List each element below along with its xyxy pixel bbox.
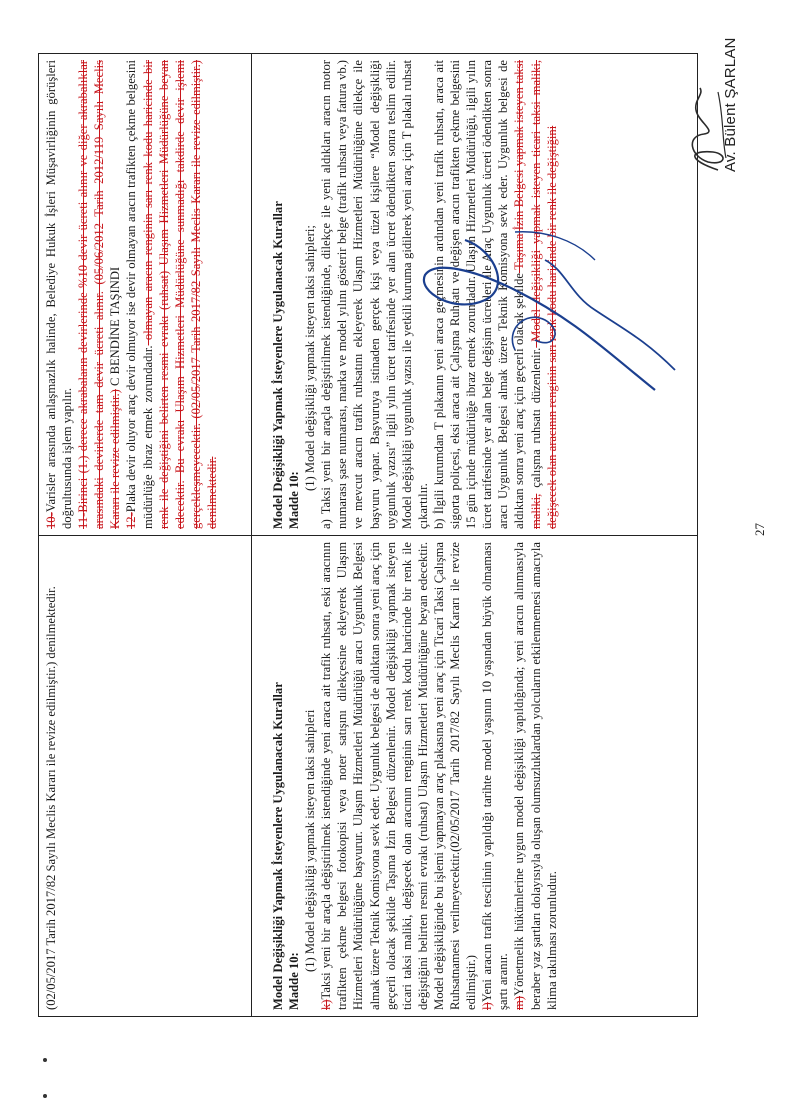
item-text: çalışma ruhsatı düzenlenir.: [528, 347, 543, 494]
deleted-number: 12-: [124, 512, 139, 529]
subsection: (1) Model değişikliği yapmak isteyen taksi sahipleri;: [303, 225, 318, 491]
top-right-cell: [39, 54, 251, 535]
section-heading: Model Değişikliği Yapmak İsteyenlere Uygulanacak Kurallar: [271, 201, 285, 529]
scan-dot: [43, 1094, 47, 1098]
deleted-text: Taşıma İzin Belgesi yapmak isteyen taksi maliki,: [512, 60, 543, 529]
deleted-label: k): [319, 999, 334, 1010]
deleted-number: 11-: [76, 512, 91, 529]
deleted-text: Model değişikliği yapmak isteyen ticari taksi maliki, değişecek olan aracının renginin sarı renk kodu haricinde bir renk ile değiştiğini: [528, 60, 559, 529]
section-heading: Model Değişikliği Yapmak İsteyenlere Uygulanacak Kurallar: [271, 682, 285, 1010]
item-k: [318, 542, 479, 1010]
deleted-text: olmayan aracın renginin sarı renk kodu haricinde bir renk ile değiştiğini belirten resmi evrakı (ruhsat) Ulaşım Hizmetleri Müdürlüğüne beyan edecektir. Bu evrakı Ulaşım Hizmetleri Müdürlüğüne sunmadığı takdirde devir işlemi gerçekleşmeyecektir. (02/05/2017 Tarih 2017/82 Sayılı Meclis Kararı ile revize edilmiştir.) denilmektedir.: [140, 60, 219, 529]
item-11: [75, 60, 123, 529]
item-l: [479, 542, 511, 1010]
table-row: [252, 54, 697, 1016]
item-text: Yönetmelik hükümlerine uygun model değişikliği yapıldığında; yeni aracın alınmasıyla beraber yaz şartları dolayısıyla oluşan olumsuzluklardan yolcuların etkilenmemesi amacıyla klima takılması zorunludur.: [512, 542, 559, 1010]
top-left-cell: [39, 535, 251, 1016]
signer-name: Av. Bülent ŞARLAN: [722, 37, 739, 172]
item-m: [511, 542, 559, 1010]
table-row: [39, 54, 252, 1016]
scan-dot: [43, 1058, 47, 1062]
subsection: (1) Model değişikliği yapmak isteyen taksi sahipleri: [303, 709, 318, 972]
revision-note: (02/05/2017 Tarih 2017/82 Sayılı Meclis Kararı ile revize edilmiştir.) denilmektedir.: [44, 586, 58, 1010]
item-text: Varisler arasında anlaşmazlık halinde, Belediye Hukuk İşleri Müşavirliğinin görüşleri doğrultusunda işlem yapılır.: [44, 60, 75, 529]
item-text: b) İlgili kurumdan T plakanın yeni araca geçmesinin ardından yeni trafik ruhsatı, araca ait sigorta poliçesi, eksi araca ait Çalışma Ruhsatı ve değişen aracın trafikten çekme belgesini 15 gün içinde müdürlüğe ibraz etmek zorundadır. Ulaşım Hizmetleri Müdürlüğü, ilgili yılın ücret tarifesinde yer alan belge değişim ücretleri ile Araç Uygunluk ücreti ödendikten sonra aracı Uygunluk Belgesi almak üzere Teknik Komisyona sevk eder. Uygunluk belgesi de aldıktan sonra yeni araç için geçerli olacak şekilde: [431, 60, 527, 529]
item-10: [43, 60, 75, 529]
deleted-text: Birinci (1.) derece akrabaların devirlerinde %10 devir ücreti alınır ve diğer akrabalıklar arasındaki devirlerde tam devir ücreti alınır. (05/06/2012 Tarih 2012/119 Sayılı Meclis Kararı ile revize edilmiştir.): [76, 60, 123, 529]
signature-center: [395, 210, 695, 410]
article-title: Madde 10:: [287, 952, 302, 1010]
deleted-label: m): [512, 996, 527, 1010]
item-a: a) Taksi yeni bir araçla değiştirilmek istendiğinde, dilekçe ile yeni aldıkları aracın motor numarası şase numarası, marka ve model yılını gösterir belge (trafik ruhsatı veya fatura vb.) ve mevcut aracın trafik ruhsatını ekleyerek Ulaşım Hizmetleri Müdürlüğüne dilekçe ile başvuru yapar. Başvuruya istinaden gerçek kişi veya tüzel kişilere “Model değişikliği uygunluk yazısı” ilgili yılın ücret tarifesinde yer alan ücret ödendikten sonra teslim edilir. Model değişikliği uygunluk yazısı ile yetkili kuruma gidilerek yeni araç için T plakalı ruhsat çıkartılır.: [319, 60, 430, 529]
article-title: Madde 10:: [287, 471, 302, 529]
item-text: Plaka devir oluyor araç devir olmuyor ise devir olmayan aracın trafikten çekme belgesini müdürlüğe ibraz etmek zorundadır.: [124, 60, 155, 529]
item-12: [123, 60, 220, 529]
comparison-table: [38, 53, 698, 1017]
deleted-number: 10-: [44, 512, 58, 529]
signature-right: [678, 80, 738, 180]
bottom-left-cell: [252, 535, 697, 1016]
page-number: 27: [752, 523, 767, 536]
item-text: Taksi yeni bir araçla değiştirilmek istendiğinde yeni araca ait trafik ruhsatı, eski aracının trafikten çekme belgesi fotokopisi veya noter satışını dilekçesine ekleyerek Ulaşım Hizmetleri Müdürlüğüne başvurur. Ulaşım Hizmetleri Müdürlüğü aracı Uygunluk Belgesi almak üzere Teknik Komisyona sevk eder. Uygunluk belgesi de aldıktan sonra yeni araç için geçerli olacak şekilde Taşıma İzin Belgesi düzenlenir. Model değişikliği yapmak isteyen ticari taksi maliki, değişecek olan aracının renginin sarı renk kodu haricinde bir renk ile değiştiğini belirten resmi evrakı (ruhsat) Ulaşım Hizmetleri Müdürlüğüne beyan edecektir. Model değişikliğinde bu işlemi yapmayan araç plakasına yeni araç için Ticari Taksi Çalışma Ruhsatnamesi verilmeyecektir.(02/05/2017 Tarih 2017/82 Sayılı Meclis Kararı ile revize edilmiştir.): [319, 542, 479, 1010]
item-text: C BENDİNE TAŞINDI: [108, 266, 123, 390]
deleted-label: l): [480, 1002, 495, 1010]
item-text: Yeni aracın trafik tescilinin yapıldığı tarihte model yaşının 10 yaşından büyük olmaması şartı aranır.: [480, 542, 511, 1010]
